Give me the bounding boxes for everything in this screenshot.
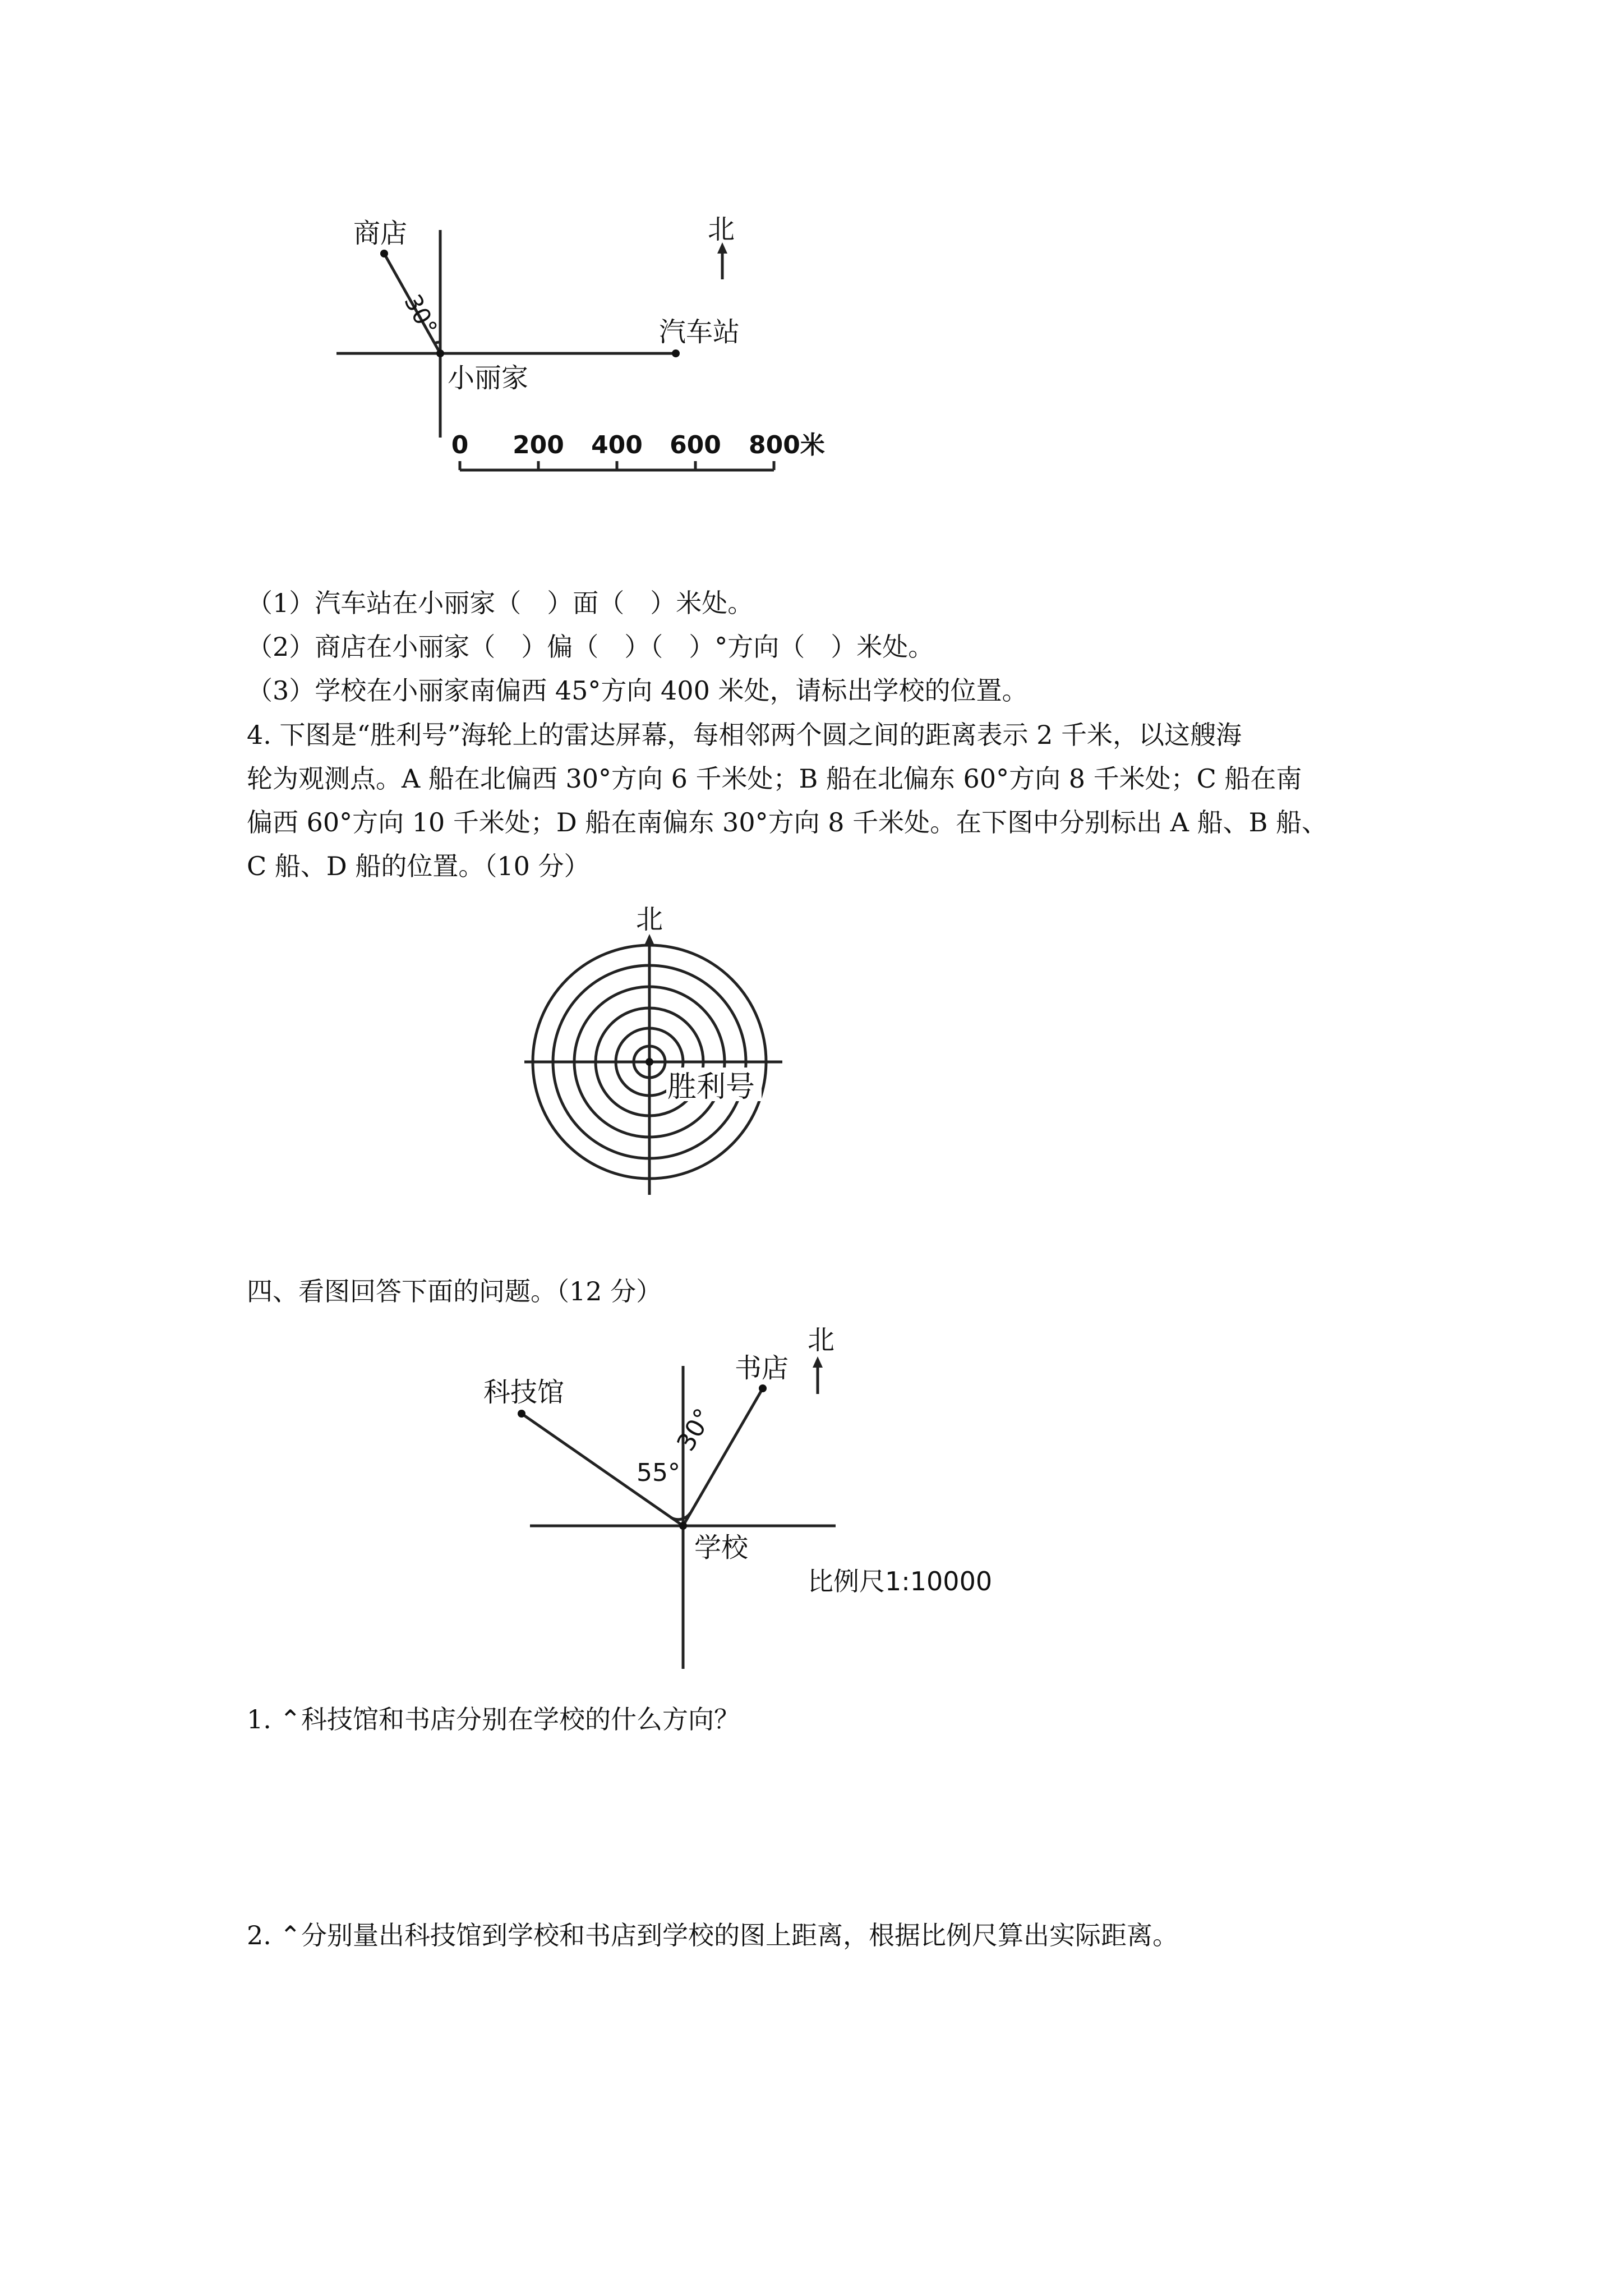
question-3-3: （3）学校在小丽家南偏西 45°方向 400 米处，请标出学校的位置。 bbox=[247, 675, 1028, 706]
school-point bbox=[679, 1522, 687, 1530]
question-4-1: 1. ⌃科技馆和书店分别在学校的什么方向？ bbox=[247, 1704, 740, 1734]
bookstore-label: 书店 bbox=[735, 1352, 789, 1384]
question-3-2: （2）商店在小丽家（ ）偏（ ）（ ）°方向（ ）米处。 bbox=[247, 632, 934, 662]
school-label: 学校 bbox=[694, 1532, 749, 1563]
angle-label: 30° bbox=[399, 289, 443, 340]
museum-point bbox=[518, 1410, 525, 1418]
museum-label: 科技馆 bbox=[483, 1377, 565, 1408]
question-4-2: 2. ⌃分别量出科技馆到学校和书店到学校的图上距离，根据比例尺算出实际距离。 bbox=[247, 1920, 1179, 1950]
angle-right-label: 30° bbox=[671, 1404, 718, 1456]
section4-heading: 四、看图回答下面的问题。（12 分） bbox=[247, 1276, 662, 1306]
problem4-line-3: 偏西 60°方向 10 千米处；D 船在南偏东 30°方向 8 千米处。在下图中分别标出 A 船、B 船、 bbox=[247, 807, 1327, 838]
radar-north-label: 北 bbox=[636, 904, 663, 935]
scale-ratio-label: 比例尺1:10000 bbox=[808, 1566, 993, 1596]
north-label: 北 bbox=[708, 214, 735, 245]
scale-tick-400: 400 bbox=[591, 431, 643, 459]
problem4-line-1: 4. 下图是“胜利号”海轮上的雷达屏幕，每相邻两个圆之间的距离表示 2 千米，以这艘海 bbox=[247, 720, 1242, 750]
school-north-arrow-head bbox=[813, 1356, 823, 1368]
home-label: 小丽家 bbox=[448, 362, 529, 394]
scale-tick-800: 800米 bbox=[749, 431, 825, 459]
angle-left-label: 55° bbox=[637, 1458, 680, 1487]
scale-tick-0: 0 bbox=[451, 431, 469, 459]
shop-label: 商店 bbox=[353, 218, 408, 249]
question-3-1: （1）汽车站在小丽家（ ）面（ ）米处。 bbox=[247, 588, 754, 618]
problem4-line-4: C 船、D 船的位置。（10 分） bbox=[247, 851, 590, 881]
school-north-label: 北 bbox=[808, 1324, 835, 1356]
problem4-line-2: 轮为观测点。A 船在北偏西 30°方向 6 千米处；B 船在北偏东 60°方向 8 千米处；C 船在南 bbox=[247, 763, 1302, 794]
scale-tick-600: 600 bbox=[670, 431, 721, 459]
bookstore-point bbox=[759, 1384, 767, 1392]
station-label: 汽车站 bbox=[659, 316, 740, 348]
scale-tick-200: 200 bbox=[513, 431, 564, 459]
ship-label: 胜利号 bbox=[667, 1070, 755, 1104]
